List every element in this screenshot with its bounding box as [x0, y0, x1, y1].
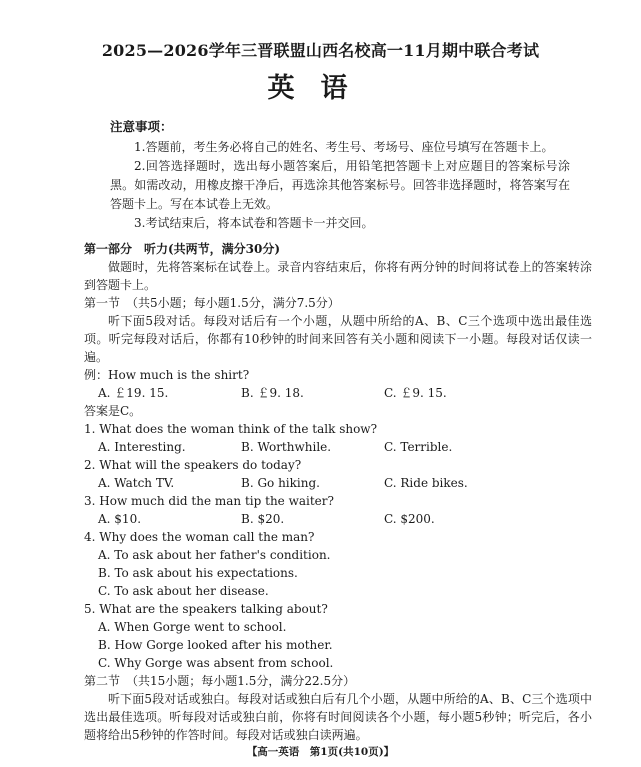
notice-block	[110, 117, 570, 233]
option-c: C. ￡9. 15.	[384, 386, 447, 400]
notice-item: 1.答题前，考生务必将自己的姓名、考生号、考场号、座位号填写在答题卡上。	[134, 140, 554, 154]
subject-heading: 英语	[267, 73, 374, 104]
option-a: A. ￡19. 15.	[98, 386, 169, 400]
option-b: B. To ask about his expectations.	[98, 566, 298, 580]
question-5: 5. What are the speakers talking about?	[84, 602, 328, 616]
part-intro: 做题时，先将答案标在试卷上。录音内容结束后，你将有两分钟的时间将试卷上的答案转涂到答题卡上。	[84, 260, 592, 292]
option-b: B. Worthwhile.	[241, 440, 332, 454]
section-intro: 听下面5段对话或独白。每段对话或独白后有几个小题，从题中所给的A、B、C三个选项中选出最佳选项。听每段对话或独白前，你将有时间阅读各个小题，每小题5秒钟；听完后，各小题将给出5秒钟的作答时间。每段对话或独白读两遍。	[84, 692, 592, 742]
option-b: B. $20.	[241, 512, 285, 526]
option-b: B. How Gorge looked after his mother.	[98, 638, 333, 652]
example-answer: 答案是C。	[84, 404, 142, 418]
option-a: A. To ask about her father's condition.	[98, 548, 331, 562]
question-3-options	[84, 510, 592, 528]
example-options	[84, 384, 592, 402]
question-1-options	[84, 438, 592, 456]
option-a: A. Watch TV.	[98, 476, 175, 490]
option-b: B. ￡9. 18.	[241, 386, 304, 400]
question-3: 3. How much did the man tip the waiter?	[84, 494, 334, 508]
question-1: 1. What does the woman think of the talk show?	[84, 422, 378, 436]
exam-title: 2025—2026学年三晋联盟山西名校高一11月期中联合考试	[101, 41, 540, 60]
page-footer: 【高一英语 第1页(共10页)】	[246, 746, 395, 758]
part-title: 第一部分 听力(共两节，满分30分)	[84, 242, 281, 256]
option-c: C. Ride bikes.	[384, 476, 468, 490]
question-4: 4. Why does the woman call the man?	[84, 530, 315, 544]
option-c: C. Terrible.	[384, 440, 453, 454]
question-2-options	[84, 474, 592, 492]
option-b: B. Go hiking.	[241, 476, 320, 490]
option-c: C. $200.	[384, 512, 435, 526]
option-a: A. When Gorge went to school.	[98, 620, 287, 634]
option-c: C. Why Gorge was absent from school.	[98, 656, 334, 670]
section-title: 第二节 （共15小题；每小题1.5分，满分22.5分）	[84, 674, 356, 688]
listening-section	[84, 240, 592, 744]
section-title: 第一节 （共5小题；每小题1.5分，满分7.5分）	[84, 296, 340, 310]
notice-heading: 注意事项：	[110, 119, 173, 134]
question-2: 2. What will the speakers do today?	[84, 458, 302, 472]
section-intro: 听下面5段对话。每段对话后有一个小题，从题中所给的A、B、C三个选项中选出最佳选项。听完每段对话后，你都有10秒钟的时间来回答有关小题和阅读下一小题。每段对话仅读一遍。	[84, 314, 592, 364]
notice-item: 2.回答选择题时，选出每小题答案后，用铅笔把答题卡上对应题目的答案标号涂黑。如需改动，用橡皮擦干净后，再选涂其他答案标号。回答非选择题时，将答案写在答题卡上。写在本试卷上无效。	[110, 159, 570, 211]
option-a: A. Interesting.	[98, 440, 186, 454]
option-c: C. To ask about her disease.	[98, 584, 269, 598]
notice-item: 3.考试结束后，将本试卷和答题卡一并交回。	[134, 216, 374, 230]
option-a: A. $10.	[98, 512, 142, 526]
example-question: 例：How much is the shirt?	[84, 368, 250, 382]
